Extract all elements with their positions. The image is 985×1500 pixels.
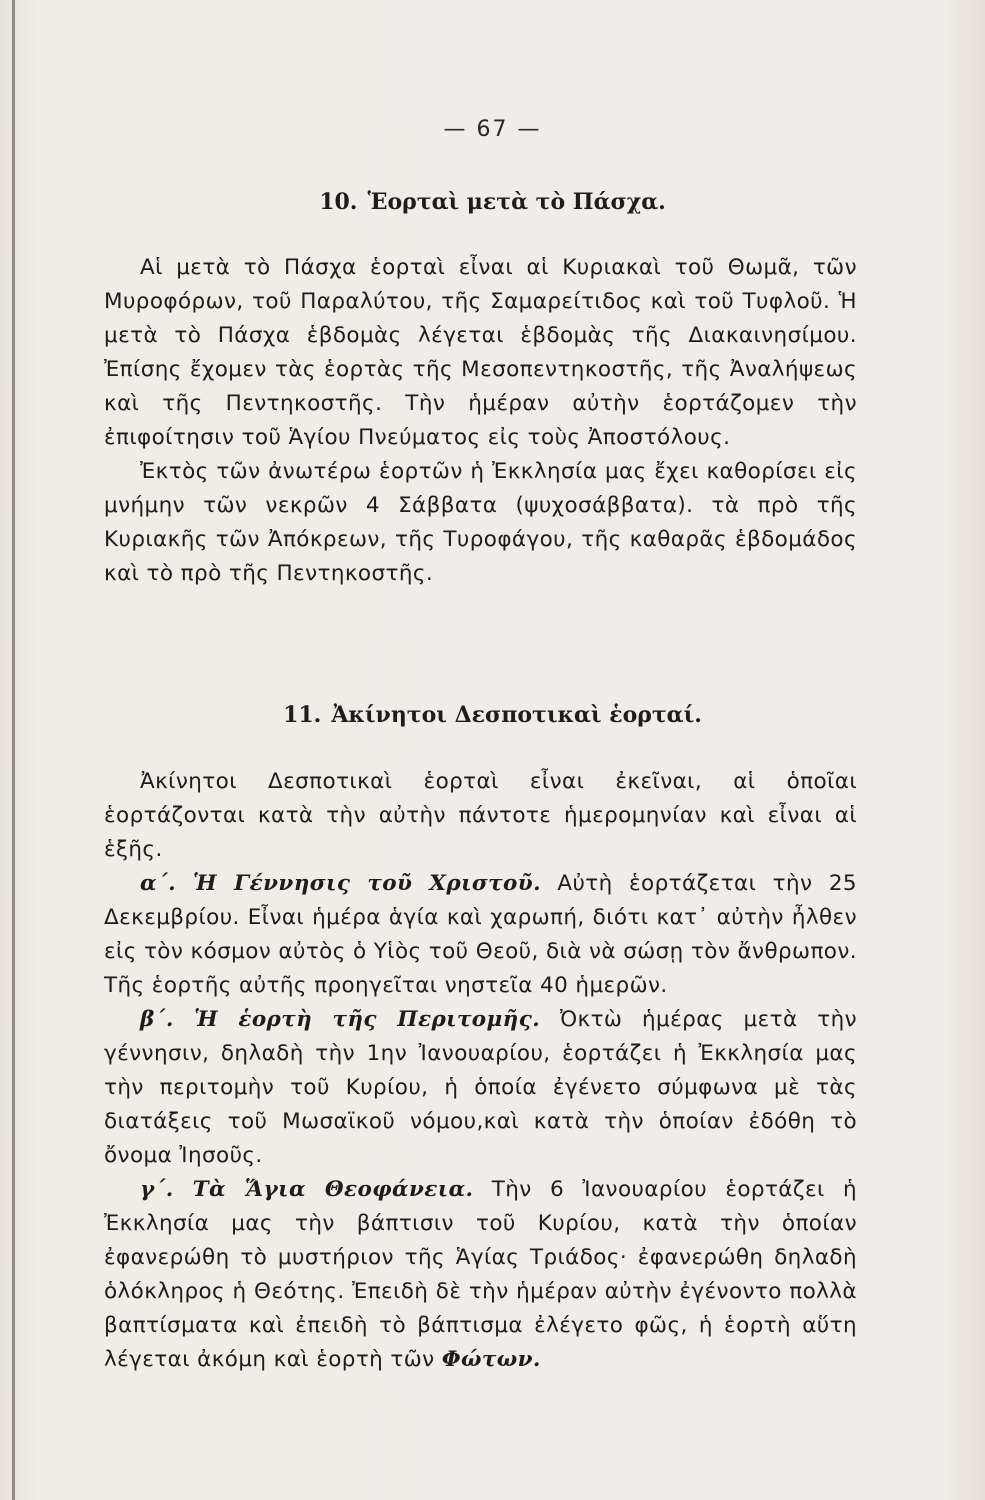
feast-label-circumcision: β΄. Ἡ ἑορτὴ τῆς Περιτομῆς. — [140, 1007, 541, 1032]
section-10-number: 10. — [319, 189, 358, 215]
feast-text-theophany: Τὴν 6 Ἰανουαρίου ἑορτάζει ἡ Ἐκκλησία μας τὴν βάπτισιν τοῦ Κυρίου, κατὰ τὴν ὁποίαν ἐφανερώθη τὸ μυστήριον τῆς Ἁγίας Τριάδος· ἐφανερώθη δηλαδὴ ὁλόκληρος ἡ Θεότης. Ἐπειδὴ δὲ τὴν ἡμέραν αὐτὴν ἐγένοντο πολλὰ βαπτίσματα καὶ ἐπειδὴ τὸ βάπτισμα ἐλέγετο φῶς, ἡ ἑορτὴ αὕτη λέγεται ἀκόμη καὶ ἑορτὴ τῶν — [104, 1177, 858, 1372]
section-10-body — [104, 251, 857, 591]
section-10-title: Ἑορταὶ μετὰ τὸ Πάσχα. — [367, 189, 666, 215]
feast-item-circumcision — [104, 1003, 857, 1173]
section-10-heading — [0, 189, 985, 215]
section-11-body — [104, 765, 857, 1377]
feast-ending-theophany: Φώτων. — [441, 1347, 541, 1372]
feast-text-christmas: Αὐτὴ ἑορτάζεται τὴν 25 Δεκεμβρίου. Εἶναι ἡμέρα ἁγία καὶ χαρωπή, διότι κατ᾿ αὐτὴν ἦλθεν εἰς τὸν κόσμον αὐτὸς ὁ Υἱὸς τοῦ Θεοῦ, διὰ νὰ σώσῃ τὸν ἄνθρωπον. Τῆς ἑορτῆς αὐτῆς προηγεῖται νηστεῖα 40 ἡμερῶν. — [104, 871, 858, 998]
feast-item-christmas — [104, 867, 857, 1003]
section-10-paragraph-1: Αἱ μετὰ τὸ Πάσχα ἑορταὶ εἶναι αἱ Κυριακαὶ τοῦ Θωμᾶ, τῶν Μυροφόρων, τοῦ Παραλύτου, τῆς Σαμαρείτιδος καὶ τοῦ Τυφλοῦ. Ἡ μετὰ τὸ Πάσχα ἑβδομὰς λέγεται ἑβδομὰς τῆς Διακαινησίμου. Ἐπίσης ἔχομεν τὰς ἑορτὰς τῆς Μεσοπεντηκοστῆς, τῆς Ἀναλήψεως καὶ τῆς Πεντηκοστῆς. Τὴν ἡμέραν αὐτὴν ἑορτάζομεν τὴν ἐπιφοίτησιν τοῦ Ἁγίου Πνεύματος εἰς τοὺς Ἀποστόλους. — [104, 255, 857, 450]
section-11-title: Ἀκίνητοι Δεσποτικαὶ ἑορταί. — [331, 702, 702, 728]
feast-label-theophany: γ΄. Τὰ Ἅγια Θεοφάνεια. — [140, 1177, 474, 1202]
feast-text-circumcision: Ὀκτὼ ἡμέρας μετὰ τὴν γέννησιν, δηλαδὴ τὴν 1ην Ἰανουαρίου, ἑορτάζει ἡ Ἐκκλησία μας τὴν περιτομὴν τοῦ Κυρίου, ἡ ὁποία ἐγένετο σύμφωνα μὲ τὰς διατάξεις τοῦ Μωσαϊκοῦ νόμου,καὶ κατὰ τὴν ὁποίαν ἐδόθη τὸ ὄνομα Ἰησοῦς. — [104, 1007, 858, 1168]
section-11-number: 11. — [283, 702, 322, 728]
section-11-intro: Ἀκίνητοι Δεσποτικαὶ ἑορταὶ εἶναι ἐκεῖναι, αἱ ὁποῖαι ἑορτάζονται κατὰ τὴν αὐτὴν πάντοτε ἡμερομηνίαν καὶ εἶναι αἱ ἑξῆς. — [104, 769, 857, 862]
section-10-paragraph-2: Ἐκτὸς τῶν ἀνωτέρω ἑορτῶν ἡ Ἐκκλησία μας ἔχει καθορίσει εἰς μνήμην τῶν νεκρῶν 4 Σάββατα (ψυχοσάββατα). τὰ πρὸ τῆς Κυριακῆς τῶν Ἀπόκρεων, τῆς Τυροφάγου, τῆς καθαρᾶς ἑβδομάδος καὶ τὸ πρὸ τῆς Πεντηκοστῆς. — [104, 459, 857, 586]
feast-item-theophany — [104, 1173, 857, 1377]
page-edge — [12, 0, 15, 1500]
section-11-heading — [0, 702, 985, 728]
feast-label-christmas: α΄. Ἡ Γέννησις τοῦ Χριστοῦ. — [140, 871, 541, 896]
page-number: — 67 — — [443, 117, 542, 142]
